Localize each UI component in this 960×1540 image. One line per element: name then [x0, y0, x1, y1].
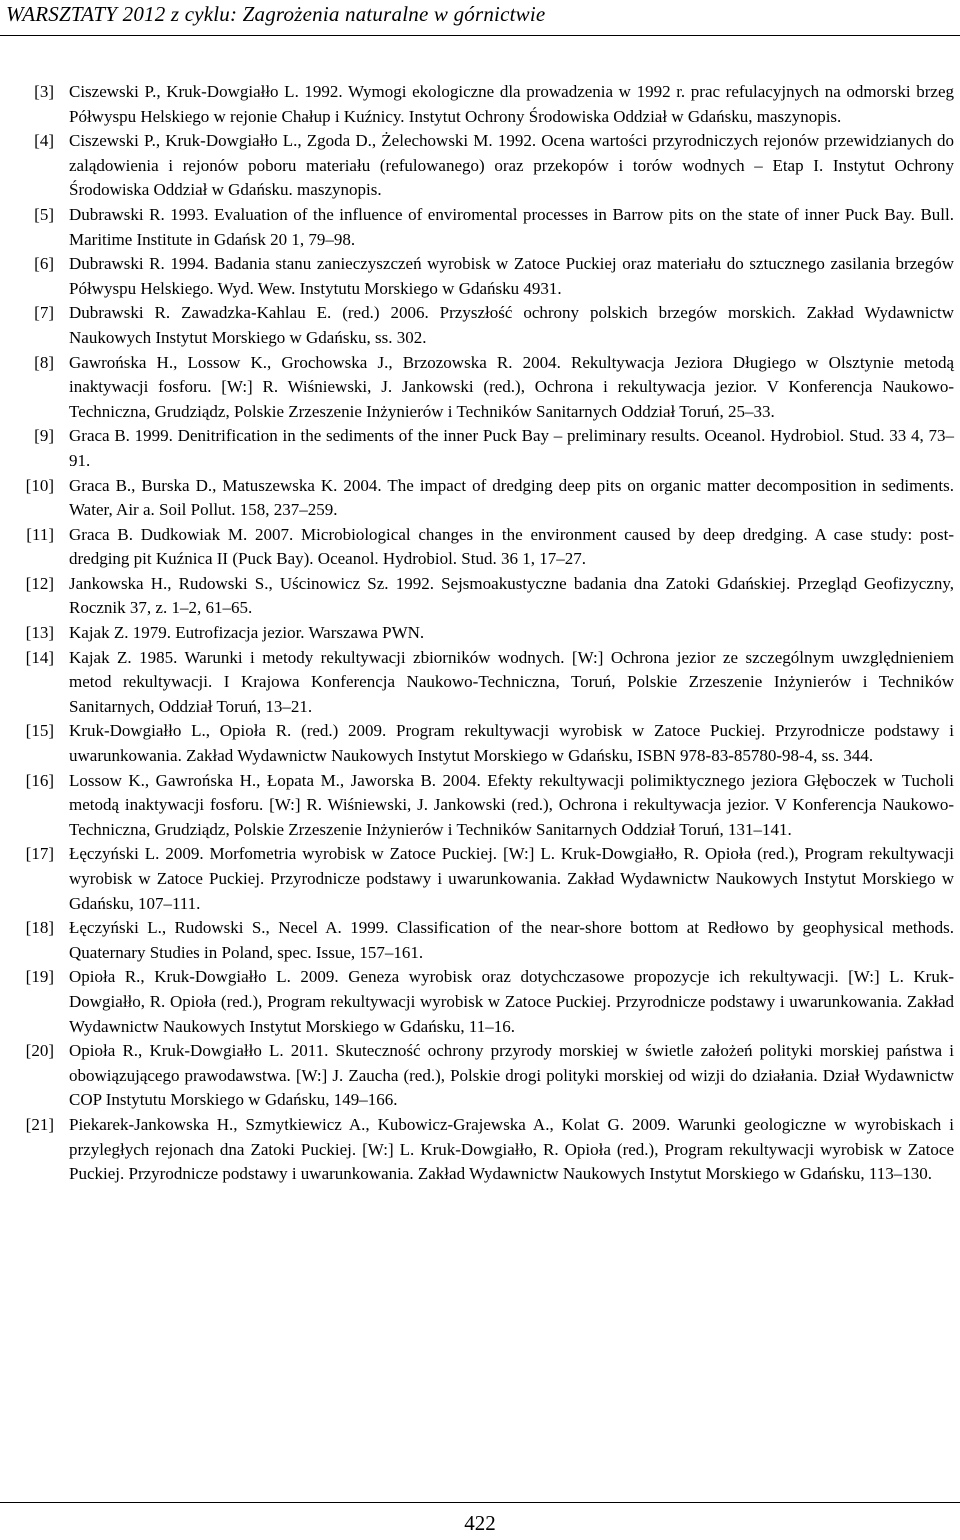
reference-number: [21] [25, 1114, 54, 1134]
reference-text: Opioła R., Kruk-Dowgiałło L. 2011. Skuteczność ochrony przyrody morskiej w świetle założeń polityki morskiej państwa i obowiązującego prawodawstwa. [W:] J. Zaucha (red.), Polskie drogi polityki morskiej od wizji do działania. Dział Wydawnictw COP Instytutu Morskiego w Gdańsku, 149–166. [69, 1041, 954, 1110]
reference-item [0, 621, 960, 646]
reference-item [0, 424, 960, 473]
reference-number: [3] [34, 82, 54, 101]
reference-item [0, 769, 960, 843]
reference-number: [16] [25, 770, 54, 790]
footer-divider [0, 1502, 960, 1503]
reference-number: [10] [25, 475, 54, 495]
reference-number: [18] [25, 918, 54, 938]
reference-text: Dubrawski R. 1993. Evaluation of the influence of enviromental processes in Barrow pits on the state of inner Puck Bay. Bull. Maritime Institute in Gdańsk 20 1, 79–98. [69, 204, 954, 249]
page-number: 422 [464, 1511, 496, 1535]
reference-text: Dubrawski R. Zawadzka-Kahlau E. (red.) 2006. Przyszłość ochrony polskich brzegów morskich. Zakład Wydawnictw Naukowych Instytut Morskiego w Gdańsku, ss. 302. [69, 303, 954, 347]
reference-item [0, 965, 960, 1039]
running-header-title: WARSZTATY 2012 z cyklu: Zagrożenia naturalne w górnictwie [6, 2, 546, 26]
reference-text: Łęczyński L. 2009. Morfometria wyrobisk w Zatoce Puckiej. [W:] L. Kruk-Dowgiałło, R. Opioła (red.), Program rekultywacji wyrobisk w Zatoce Puckiej. Przyrodnicze podstawy i uwarunkowania. Zakład Wydawnictw Naukowych Instytut Morskiego w Gdańsku, 107–111. [69, 844, 954, 913]
reference-text: Ciszewski P., Kruk-Dowgiałło L., Zgoda D., Żelechowski M. 1992. Ocena wartości przyrodniczych rejonów przewidzianych do zalądowienia i rejonów poboru materiału (refulowanego) oraz przekopów i torów wodnych – Etap I. Instytut Ochrony Środowiska Oddział w Gdańsku. maszynopis. [69, 131, 954, 200]
reference-text: Jankowska H., Rudowski S., Uścinowicz Sz. 1992. Sejsmoakustyczne badania dna Zatoki Gdańskiej. Przegląd Geofizyczny, Rocznik 37, z. 1–2, 61–65. [69, 573, 954, 618]
reference-item [0, 129, 960, 203]
reference-item [0, 301, 960, 350]
reference-item [0, 474, 960, 523]
reference-item [0, 80, 960, 129]
reference-item [0, 916, 960, 965]
reference-text: Łęczyński L., Rudowski S., Necel A. 1999. Classification of the near-shore bottom at Redłowo by geophysical methods. Quaternary Studies in Poland, spec. Issue, 157–161. [69, 918, 954, 962]
reference-item [0, 523, 960, 572]
reference-text: Lossow K., Gawrońska H., Łopata M., Jaworska B. 2004. Efekty rekultywacji polimiktycznego jeziora Głęboczek w Tucholi metodą inaktywacji fosforu. [W:] R. Wiśniewski, J. Jankowski (red.), Ochrona i rekultywacja jezior. V Konferencja Naukowo-Techniczna, Grudziądz, Polskie Zrzeszenie Inżynierów i Techników Sanitarnych Oddział Toruń, 131–141. [69, 770, 954, 839]
reference-item [0, 719, 960, 768]
reference-item [0, 351, 960, 425]
reference-item [0, 203, 960, 252]
reference-text: Gawrońska H., Lossow K., Grochowska J., Brzozowska R. 2004. Rekultywacja Jeziora Długiego w Olsztynie metodą inaktywacji fosforu. [W:] R. Wiśniewski, J. Jankowski (red.), Ochrona i rekultywacja jezior. V Konferencja Naukowo-Techniczna, Grudziądz, Polskie Zrzeszenie Inżynierów i Techników Sanitarnych Oddział Toruń, 25–33. [69, 352, 954, 421]
reference-text: Kajak Z. 1979. Eutrofizacja jezior. Warszawa PWN. [69, 623, 425, 643]
reference-text: Graca B. 1999. Denitrification in the sediments of the inner Puck Bay – preliminary results. Oceanol. Hydrobiol. Stud. 33 4, 73–91. [69, 426, 954, 470]
reference-item [0, 842, 960, 916]
reference-item [0, 572, 960, 621]
reference-text: Piekarek-Jankowska H., Szmytkiewicz A., Kubowicz-Grajewska A., Kolat G. 2009. Warunki geologiczne w wyrobiskach i przyległych rejonach dna Zatoki Puckiej. [W:] L. Kruk-Dowgiałło, R. Opioła (red.), Program rekultywacji wyrobisk w Zatoce Puckiej. Przyrodnicze podstawy i uwarunkowania. Zakład Wydawnictw Naukowych Instytut Morskiego w Gdańsku, 113–130. [69, 1114, 954, 1184]
reference-number: [12] [25, 573, 54, 593]
header-divider [0, 35, 960, 36]
reference-number: [19] [25, 967, 54, 987]
reference-text: Graca B., Burska D., Matuszewska K. 2004. The impact of dredging deep pits on organic matter decomposition in sediments. Water, Air a. Soil Pollut. 158, 237–259. [69, 475, 954, 520]
reference-number: [7] [34, 303, 54, 323]
reference-number: [14] [25, 647, 54, 667]
reference-number: [9] [34, 426, 54, 446]
reference-text: Dubrawski R. 1994. Badania stanu zanieczyszczeń wyrobisk w Zatoce Puckiej oraz materiału do sztucznego zasilania brzegów Półwyspu Helskiego. Wyd. Wew. Instytutu Morskiego w Gdańsku 4931. [69, 254, 954, 298]
reference-number: [5] [34, 204, 54, 224]
reference-number: [11] [26, 524, 54, 544]
reference-number: [6] [34, 254, 54, 274]
reference-text: Graca B. Dudkowiak M. 2007. Microbiological changes in the environment caused by deep dredging. A case study: post-dredging pit Kuźnica II (Puck Bay). Oceanol. Hydrobiol. Stud. 36 1, 17–27. [69, 524, 954, 569]
reference-item [0, 1039, 960, 1113]
reference-text: Kajak Z. 1985. Warunki i metody rekultywacji zbiorników wodnych. [W:] Ochrona jezior ze szczególnym uwzględnieniem metod rekultywacji. I Krajowa Konferencja Naukowo-Techniczna, Toruń, Polskie Zrzeszenie Inżynierów i Techników Sanitarnych, Oddział Toruń, 13–21. [69, 647, 954, 716]
reference-item [0, 1113, 960, 1187]
reference-item [0, 646, 960, 720]
reference-number: [17] [25, 844, 54, 864]
reference-number: [4] [34, 131, 54, 151]
reference-number: [20] [25, 1041, 54, 1061]
reference-text: Opioła R., Kruk-Dowgiałło L. 2009. Geneza wyrobisk oraz dotychczasowe propozycje ich rekultywacji. [W:] L. Kruk-Dowgiałło, R. Opioła (red.), Program rekultywacji wyrobisk w Zatoce Puckiej. Przyrodnicze podstawy i uwarunkowania. Zakład Wydawnictw Naukowych Instytut Morskiego w Gdańsku, 11–16. [69, 967, 954, 1036]
reference-number: [13] [25, 623, 54, 643]
reference-number: [8] [34, 352, 54, 372]
reference-text: Kruk-Dowgiałło L., Opioła R. (red.) 2009. Program rekultywacji wyrobisk w Zatoce Puckiej. Przyrodnicze podstawy i uwarunkowania. Zakład Wydawnictw Naukowych Instytut Morskiego w Gdańsku, ISBN 978-83-85780-98-4, ss. 344. [69, 721, 954, 766]
reference-list [0, 80, 960, 1187]
reference-text: Ciszewski P., Kruk-Dowgiałło L. 1992. Wymogi ekologiczne dla prowadzenia w 1992 r. prac refulacyjnych na odmorski brzeg Półwyspu Helskiego w rejonie Chałup i Kuźnicy. Instytut Ochrony Środowiska Oddział w Gdańsku, maszynopis. [69, 82, 954, 126]
reference-number: [15] [25, 721, 54, 741]
reference-item [0, 252, 960, 301]
